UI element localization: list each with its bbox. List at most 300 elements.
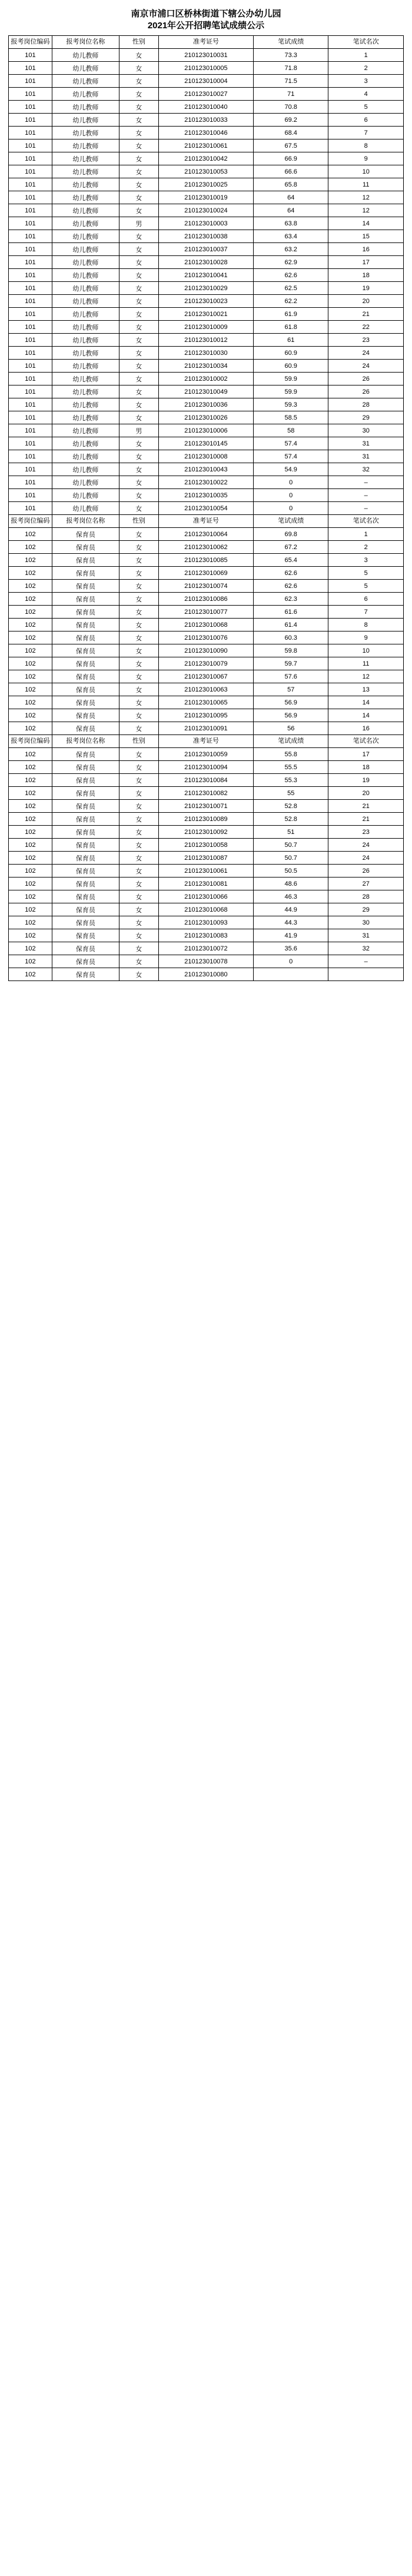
table-cell: 幼儿教师 <box>52 178 119 191</box>
column-header: 准考证号 <box>158 735 253 748</box>
table-cell: 101 <box>9 204 52 217</box>
table-cell: 幼儿教师 <box>52 321 119 334</box>
table-cell: 55.8 <box>253 748 328 761</box>
table-cell: 62.3 <box>253 593 328 606</box>
table-cell: 女 <box>119 787 158 800</box>
table-row <box>9 644 404 657</box>
table-cell: 101 <box>9 165 52 178</box>
table-cell: 女 <box>119 916 158 929</box>
column-header: 报考岗位编码 <box>9 36 52 49</box>
table-cell: 101 <box>9 295 52 308</box>
table-cell: 210123010003 <box>158 217 253 230</box>
table-cell: 55.3 <box>253 774 328 787</box>
table-cell: 101 <box>9 334 52 347</box>
table-row <box>9 75 404 88</box>
table-cell: 女 <box>119 877 158 890</box>
table-cell: 幼儿教师 <box>52 489 119 502</box>
table-row <box>9 955 404 968</box>
table-cell: 62.9 <box>253 256 328 269</box>
table-row <box>9 463 404 476</box>
table-row <box>9 903 404 916</box>
table-cell: 210123010012 <box>158 334 253 347</box>
table-cell: 女 <box>119 631 158 644</box>
table-header-row <box>9 515 404 528</box>
table-cell: 女 <box>119 62 158 75</box>
table-cell: 67.5 <box>253 139 328 152</box>
column-header: 报考岗位编码 <box>9 735 52 748</box>
table-cell: 女 <box>119 942 158 955</box>
table-row <box>9 49 404 62</box>
table-cell: 幼儿教师 <box>52 308 119 321</box>
table-row <box>9 243 404 256</box>
table-cell: 幼儿教师 <box>52 139 119 152</box>
table-cell: 保育员 <box>52 683 119 696</box>
table-cell: 幼儿教师 <box>52 385 119 398</box>
table-cell: 女 <box>119 243 158 256</box>
table-cell: 保育员 <box>52 877 119 890</box>
table-cell: 女 <box>119 606 158 619</box>
table-cell: 保育员 <box>52 955 119 968</box>
table-cell: 101 <box>9 437 52 450</box>
table-cell: 101 <box>9 49 52 62</box>
table-cell: 幼儿教师 <box>52 75 119 88</box>
table-cell: 69.8 <box>253 528 328 541</box>
table-cell: 58 <box>253 424 328 437</box>
table-cell: 20 <box>328 787 404 800</box>
table-row <box>9 385 404 398</box>
table-row <box>9 217 404 230</box>
table-cell: 102 <box>9 761 52 774</box>
table-cell: 女 <box>119 101 158 114</box>
table-cell: 59.9 <box>253 385 328 398</box>
table-cell: 保育员 <box>52 968 119 981</box>
table-cell: 5 <box>328 580 404 593</box>
table-cell: 女 <box>119 554 158 567</box>
table-cell: 210123010042 <box>158 152 253 165</box>
table-cell: 62.5 <box>253 282 328 295</box>
table-cell: 16 <box>328 243 404 256</box>
table-row <box>9 62 404 75</box>
table-cell: 12 <box>328 204 404 217</box>
table-row <box>9 424 404 437</box>
table-cell: 幼儿教师 <box>52 256 119 269</box>
table-cell: 女 <box>119 657 158 670</box>
table-cell: 女 <box>119 839 158 852</box>
table-cell: 101 <box>9 308 52 321</box>
table-cell: 保育员 <box>52 748 119 761</box>
table-cell: 女 <box>119 774 158 787</box>
table-cell: 102 <box>9 826 52 839</box>
table-cell: 70.8 <box>253 101 328 114</box>
table-cell: 63.4 <box>253 230 328 243</box>
table-row <box>9 890 404 903</box>
table-cell: 71.8 <box>253 62 328 75</box>
table-cell: 101 <box>9 62 52 75</box>
table-cell: 102 <box>9 916 52 929</box>
table-cell: 210123010008 <box>158 450 253 463</box>
table-cell: 6 <box>328 114 404 127</box>
table-cell: 29 <box>328 411 404 424</box>
table-cell: 210123010095 <box>158 709 253 722</box>
table-cell: 210123010023 <box>158 295 253 308</box>
table-cell: 210123010030 <box>158 347 253 360</box>
table-cell: 210123010078 <box>158 955 253 968</box>
table-cell: 保育员 <box>52 657 119 670</box>
table-row <box>9 528 404 541</box>
table-cell <box>253 968 328 981</box>
table-cell: 幼儿教师 <box>52 191 119 204</box>
table-cell: 61.4 <box>253 619 328 631</box>
table-cell: 32 <box>328 463 404 476</box>
page-title-line2: 2021年公开招聘笔试成绩公示 <box>147 21 265 31</box>
table-cell: 18 <box>328 761 404 774</box>
table-row <box>9 942 404 955</box>
table-cell: 210123010046 <box>158 127 253 139</box>
table-row <box>9 554 404 567</box>
table-cell: 60.9 <box>253 347 328 360</box>
table-cell: 14 <box>328 696 404 709</box>
table-cell: 210123010040 <box>158 101 253 114</box>
column-header: 报考岗位名称 <box>52 515 119 528</box>
table-cell: 女 <box>119 890 158 903</box>
table-cell: 102 <box>9 709 52 722</box>
table-cell: 102 <box>9 567 52 580</box>
column-header: 笔试名次 <box>328 36 404 49</box>
table-cell: 保育员 <box>52 890 119 903</box>
table-cell: 210123010094 <box>158 761 253 774</box>
table-cell: 女 <box>119 696 158 709</box>
table-cell: 210123010064 <box>158 528 253 541</box>
table-cell: 210123010037 <box>158 243 253 256</box>
table-cell: 30 <box>328 424 404 437</box>
table-cell: 保育员 <box>52 787 119 800</box>
table-row <box>9 139 404 152</box>
table-cell: 64 <box>253 204 328 217</box>
table-cell: 73.3 <box>253 49 328 62</box>
table-cell: 女 <box>119 321 158 334</box>
table-cell: 保育员 <box>52 593 119 606</box>
table-cell: 63.2 <box>253 243 328 256</box>
table-cell: 女 <box>119 398 158 411</box>
table-cell: 0 <box>253 476 328 489</box>
table-cell: 女 <box>119 230 158 243</box>
table-cell: 101 <box>9 101 52 114</box>
table-cell: 女 <box>119 191 158 204</box>
table-cell: 幼儿教师 <box>52 463 119 476</box>
table-cell: 210123010049 <box>158 385 253 398</box>
table-cell: 26 <box>328 385 404 398</box>
table-cell: 4 <box>328 88 404 101</box>
table-cell: 41.9 <box>253 929 328 942</box>
table-header-row <box>9 735 404 748</box>
table-cell: 0 <box>253 489 328 502</box>
table-cell: 50.5 <box>253 865 328 877</box>
table-cell: 女 <box>119 709 158 722</box>
column-header: 笔试成绩 <box>253 515 328 528</box>
table-cell: 210123010054 <box>158 502 253 515</box>
table-cell: 10 <box>328 165 404 178</box>
table-cell: 210123010027 <box>158 88 253 101</box>
table-row <box>9 683 404 696</box>
table-cell: 57.4 <box>253 450 328 463</box>
table-cell: 19 <box>328 774 404 787</box>
table-cell: 女 <box>119 114 158 127</box>
table-cell: 102 <box>9 942 52 955</box>
table-cell: 60.3 <box>253 631 328 644</box>
column-header: 准考证号 <box>158 515 253 528</box>
column-header: 性别 <box>119 515 158 528</box>
table-cell: 101 <box>9 269 52 282</box>
table-cell: 3 <box>328 75 404 88</box>
table-cell: 女 <box>119 903 158 916</box>
table-row <box>9 813 404 826</box>
table-row <box>9 101 404 114</box>
table-cell: 62.6 <box>253 269 328 282</box>
table-cell: 210123010025 <box>158 178 253 191</box>
table-cell: 幼儿教师 <box>52 502 119 515</box>
table-cell: 女 <box>119 269 158 282</box>
table-cell: 57 <box>253 683 328 696</box>
table-cell: 210123010080 <box>158 968 253 981</box>
table-cell: 女 <box>119 852 158 865</box>
table-cell: 女 <box>119 813 158 826</box>
table-cell: 女 <box>119 411 158 424</box>
table-cell: 51 <box>253 826 328 839</box>
table-cell: 17 <box>328 748 404 761</box>
table-cell: 幼儿教师 <box>52 88 119 101</box>
table-cell: 女 <box>119 502 158 515</box>
column-header: 报考岗位名称 <box>52 735 119 748</box>
table-cell: 101 <box>9 424 52 437</box>
table-cell: 102 <box>9 955 52 968</box>
table-cell: 1 <box>328 528 404 541</box>
table-row <box>9 502 404 515</box>
table-cell: 102 <box>9 877 52 890</box>
table-cell: 保育员 <box>52 942 119 955</box>
table-cell: 48.6 <box>253 877 328 890</box>
table-cell: 女 <box>119 373 158 385</box>
table-cell: 56.9 <box>253 709 328 722</box>
table-cell: 29 <box>328 903 404 916</box>
table-cell: 57.4 <box>253 437 328 450</box>
table-cell: 102 <box>9 839 52 852</box>
table-cell: 55.5 <box>253 761 328 774</box>
table-cell: 幼儿教师 <box>52 165 119 178</box>
table-cell: 保育员 <box>52 606 119 619</box>
table-cell: 65.8 <box>253 178 328 191</box>
table-cell: 210123010079 <box>158 657 253 670</box>
table-cell: 210123010004 <box>158 75 253 88</box>
table-cell: 101 <box>9 411 52 424</box>
table-row <box>9 373 404 385</box>
table-cell: 50.7 <box>253 852 328 865</box>
table-cell: 62.2 <box>253 295 328 308</box>
table-cell: 24 <box>328 360 404 373</box>
table-cell: 62.6 <box>253 580 328 593</box>
table-cell: 210123010082 <box>158 787 253 800</box>
table-cell: 210123010092 <box>158 826 253 839</box>
table-cell: 52.8 <box>253 813 328 826</box>
table-row <box>9 88 404 101</box>
table-cell: 210123010068 <box>158 619 253 631</box>
table-cell: 102 <box>9 722 52 735</box>
table-cell: 女 <box>119 968 158 981</box>
column-header: 性别 <box>119 36 158 49</box>
table-cell: 64 <box>253 191 328 204</box>
table-cell: 幼儿教师 <box>52 411 119 424</box>
table-cell: 女 <box>119 360 158 373</box>
table-cell: 59.7 <box>253 657 328 670</box>
table-cell: 女 <box>119 644 158 657</box>
table-cell: 101 <box>9 230 52 243</box>
table-cell: 保育员 <box>52 839 119 852</box>
table-cell: 6 <box>328 593 404 606</box>
table-cell: 210123010071 <box>158 800 253 813</box>
table-cell: 102 <box>9 787 52 800</box>
table-cell: 210123010009 <box>158 321 253 334</box>
table-cell: 61.9 <box>253 308 328 321</box>
column-header: 笔试成绩 <box>253 735 328 748</box>
table-row <box>9 865 404 877</box>
table-cell: 210123010028 <box>158 256 253 269</box>
table-cell: 210123010087 <box>158 852 253 865</box>
table-cell: 幼儿教师 <box>52 230 119 243</box>
table-cell: 210123010034 <box>158 360 253 373</box>
table-cell: 101 <box>9 114 52 127</box>
column-header: 笔试名次 <box>328 735 404 748</box>
table-cell: 女 <box>119 593 158 606</box>
table-cell: 女 <box>119 722 158 735</box>
table-cell: 210123010077 <box>158 606 253 619</box>
table-cell: 101 <box>9 75 52 88</box>
table-cell: 14 <box>328 217 404 230</box>
table-cell: 幼儿教师 <box>52 424 119 437</box>
table-cell: 26 <box>328 865 404 877</box>
table-cell: 71.5 <box>253 75 328 88</box>
table-row <box>9 450 404 463</box>
column-header: 笔试成绩 <box>253 36 328 49</box>
table-cell: 女 <box>119 347 158 360</box>
table-cell: 保育员 <box>52 826 119 839</box>
table-cell: 210123010036 <box>158 398 253 411</box>
table-cell: – <box>328 476 404 489</box>
table-cell: 210123010038 <box>158 230 253 243</box>
table-cell: 保育员 <box>52 528 119 541</box>
table-row <box>9 929 404 942</box>
table-cell: 102 <box>9 554 52 567</box>
table-cell: 30 <box>328 916 404 929</box>
table-row <box>9 593 404 606</box>
table-cell: 210123010067 <box>158 670 253 683</box>
table-cell: 保育员 <box>52 929 119 942</box>
table-cell: 保育员 <box>52 644 119 657</box>
column-header: 性别 <box>119 735 158 748</box>
table-cell: 女 <box>119 75 158 88</box>
table-cell: 12 <box>328 670 404 683</box>
table-cell: 幼儿教师 <box>52 204 119 217</box>
table-cell: 幼儿教师 <box>52 398 119 411</box>
table-cell: 10 <box>328 644 404 657</box>
table-cell: 61 <box>253 334 328 347</box>
table-cell: 女 <box>119 929 158 942</box>
table-cell <box>328 968 404 981</box>
table-cell: 101 <box>9 152 52 165</box>
table-cell: 8 <box>328 619 404 631</box>
table-cell: 66.6 <box>253 165 328 178</box>
table-cell: 210123010076 <box>158 631 253 644</box>
table-row <box>9 631 404 644</box>
table-cell: 102 <box>9 748 52 761</box>
table-cell: 210123010019 <box>158 191 253 204</box>
table-row <box>9 127 404 139</box>
table-cell: 27 <box>328 877 404 890</box>
table-cell: 女 <box>119 580 158 593</box>
table-row <box>9 282 404 295</box>
table-cell: 210123010084 <box>158 774 253 787</box>
table-cell: 1 <box>328 49 404 62</box>
table-cell: 210123010062 <box>158 541 253 554</box>
table-cell: 17 <box>328 256 404 269</box>
table-cell: 31 <box>328 450 404 463</box>
table-cell: 女 <box>119 683 158 696</box>
table-cell: 保育员 <box>52 903 119 916</box>
table-cell: 101 <box>9 373 52 385</box>
table-cell: 102 <box>9 929 52 942</box>
table-cell: 101 <box>9 243 52 256</box>
table-cell: 女 <box>119 567 158 580</box>
table-cell: 71 <box>253 88 328 101</box>
table-cell: 56.9 <box>253 696 328 709</box>
table-row <box>9 269 404 282</box>
table-cell: 102 <box>9 903 52 916</box>
table-cell: 12 <box>328 191 404 204</box>
table-cell: 31 <box>328 929 404 942</box>
table-cell: 101 <box>9 178 52 191</box>
table-cell: 210123010026 <box>158 411 253 424</box>
table-row <box>9 839 404 852</box>
table-cell: 保育员 <box>52 813 119 826</box>
table-cell: 女 <box>119 826 158 839</box>
table-row <box>9 709 404 722</box>
table-row <box>9 696 404 709</box>
results-table-body <box>9 36 404 981</box>
table-cell: – <box>328 489 404 502</box>
table-cell: 210123010063 <box>158 683 253 696</box>
table-cell: 男 <box>119 424 158 437</box>
table-row <box>9 347 404 360</box>
table-cell: 幼儿教师 <box>52 450 119 463</box>
table-cell: 女 <box>119 670 158 683</box>
table-cell: 女 <box>119 463 158 476</box>
table-cell: 102 <box>9 619 52 631</box>
table-cell: 62.6 <box>253 567 328 580</box>
table-cell: 幼儿教师 <box>52 152 119 165</box>
table-cell: 101 <box>9 282 52 295</box>
table-cell: 保育员 <box>52 800 119 813</box>
table-cell: 女 <box>119 450 158 463</box>
table-cell: 61.6 <box>253 606 328 619</box>
table-cell: 女 <box>119 476 158 489</box>
table-cell: 57.6 <box>253 670 328 683</box>
table-cell: 101 <box>9 256 52 269</box>
table-row <box>9 826 404 839</box>
table-cell: 210123010074 <box>158 580 253 593</box>
table-cell: 幼儿教师 <box>52 373 119 385</box>
table-cell: 50.7 <box>253 839 328 852</box>
table-cell: 210123010145 <box>158 437 253 450</box>
notice-page <box>0 0 412 989</box>
table-cell: 女 <box>119 619 158 631</box>
